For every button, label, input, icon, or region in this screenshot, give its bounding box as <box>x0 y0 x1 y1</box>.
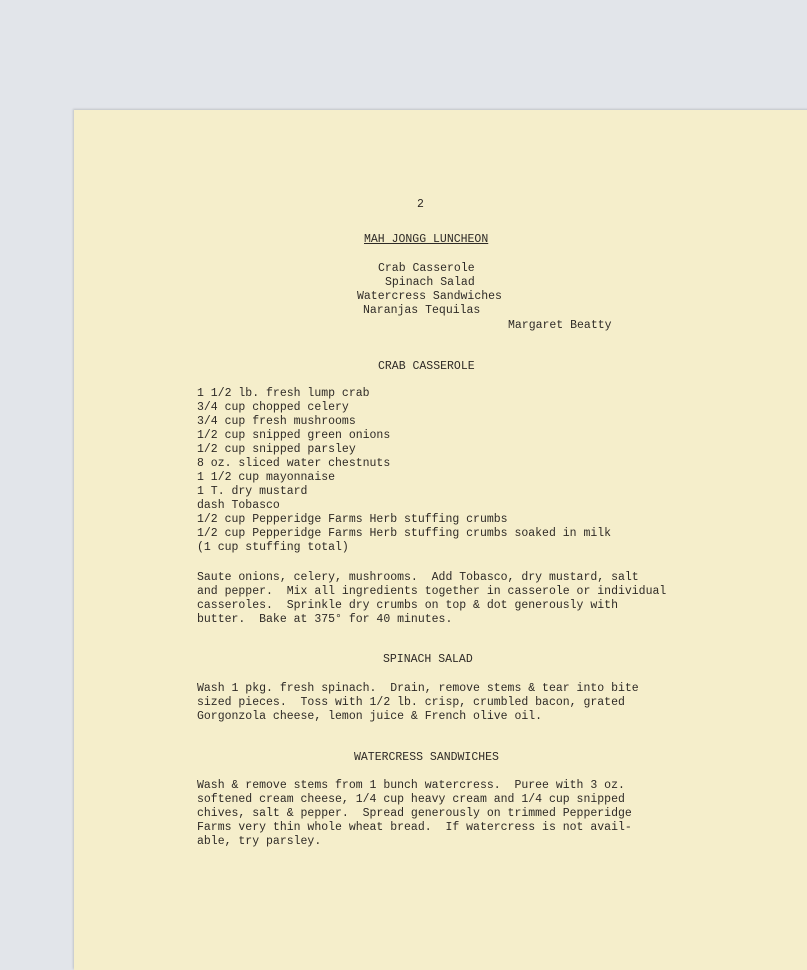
direction-line: Saute onions, celery, mushrooms. Add Tobasco, dry mustard, salt <box>197 571 639 584</box>
ingredient-line: 3/4 cup chopped celery <box>197 401 349 414</box>
page-title: MAH JONGG LUNCHEON <box>364 233 489 246</box>
ingredient-line: 1/2 cup snipped green onions <box>197 429 391 442</box>
author: Margaret Beatty <box>508 319 612 332</box>
direction-line: sized pieces. Toss with 1/2 lb. crisp, crumbled bacon, grated <box>197 696 625 709</box>
spinach-heading: SPINACH SALAD <box>383 653 473 666</box>
direction-line: Farms very thin whole wheat bread. If watercress is not avail- <box>197 821 632 834</box>
menu-item: Crab Casserole <box>378 262 475 275</box>
ingredient-line: 1/2 cup Pepperidge Farms Herb stuffing crumbs <box>197 513 508 526</box>
page-number: 2 <box>417 198 424 211</box>
direction-line: chives, salt & pepper. Spread generously on trimmed Pepperidge <box>197 807 632 820</box>
ingredient-line: (1 cup stuffing total) <box>197 541 349 554</box>
watercress-heading: WATERCRESS SANDWICHES <box>354 751 499 764</box>
direction-line: Gorgonzola cheese, lemon juice & French olive oil. <box>197 710 543 723</box>
menu-item: Naranjas Tequilas <box>363 304 481 317</box>
ingredient-line: 3/4 cup fresh mushrooms <box>197 415 356 428</box>
direction-line: softened cream cheese, 1/4 cup heavy cream and 1/4 cup snipped <box>197 793 625 806</box>
direction-line: Wash 1 pkg. fresh spinach. Drain, remove stems & tear into bite <box>197 682 639 695</box>
ingredient-line: 1/2 cup snipped parsley <box>197 443 356 456</box>
ingredient-line: 1/2 cup Pepperidge Farms Herb stuffing crumbs soaked in milk <box>197 527 612 540</box>
direction-line: butter. Bake at 375° for 40 minutes. <box>197 613 453 626</box>
ingredient-line: 1 1/2 lb. fresh lump crab <box>197 387 370 400</box>
menu-item: Watercress Sandwiches <box>357 290 502 303</box>
direction-line: casseroles. Sprinkle dry crumbs on top & dot generously with <box>197 599 618 612</box>
direction-line: able, try parsley. <box>197 835 322 848</box>
ingredient-line: 8 oz. sliced water chestnuts <box>197 457 391 470</box>
ingredient-line: 1 1/2 cup mayonnaise <box>197 471 336 484</box>
ingredient-line: 1 T. dry mustard <box>197 485 308 498</box>
direction-line: and pepper. Mix all ingredients together in casserole or individual <box>197 585 667 598</box>
menu-item: Spinach Salad <box>385 276 475 289</box>
crab-heading: CRAB CASSEROLE <box>378 360 475 373</box>
ingredient-line: dash Tobasco <box>197 499 280 512</box>
direction-line: Wash & remove stems from 1 bunch watercress. Puree with 3 oz. <box>197 779 625 792</box>
